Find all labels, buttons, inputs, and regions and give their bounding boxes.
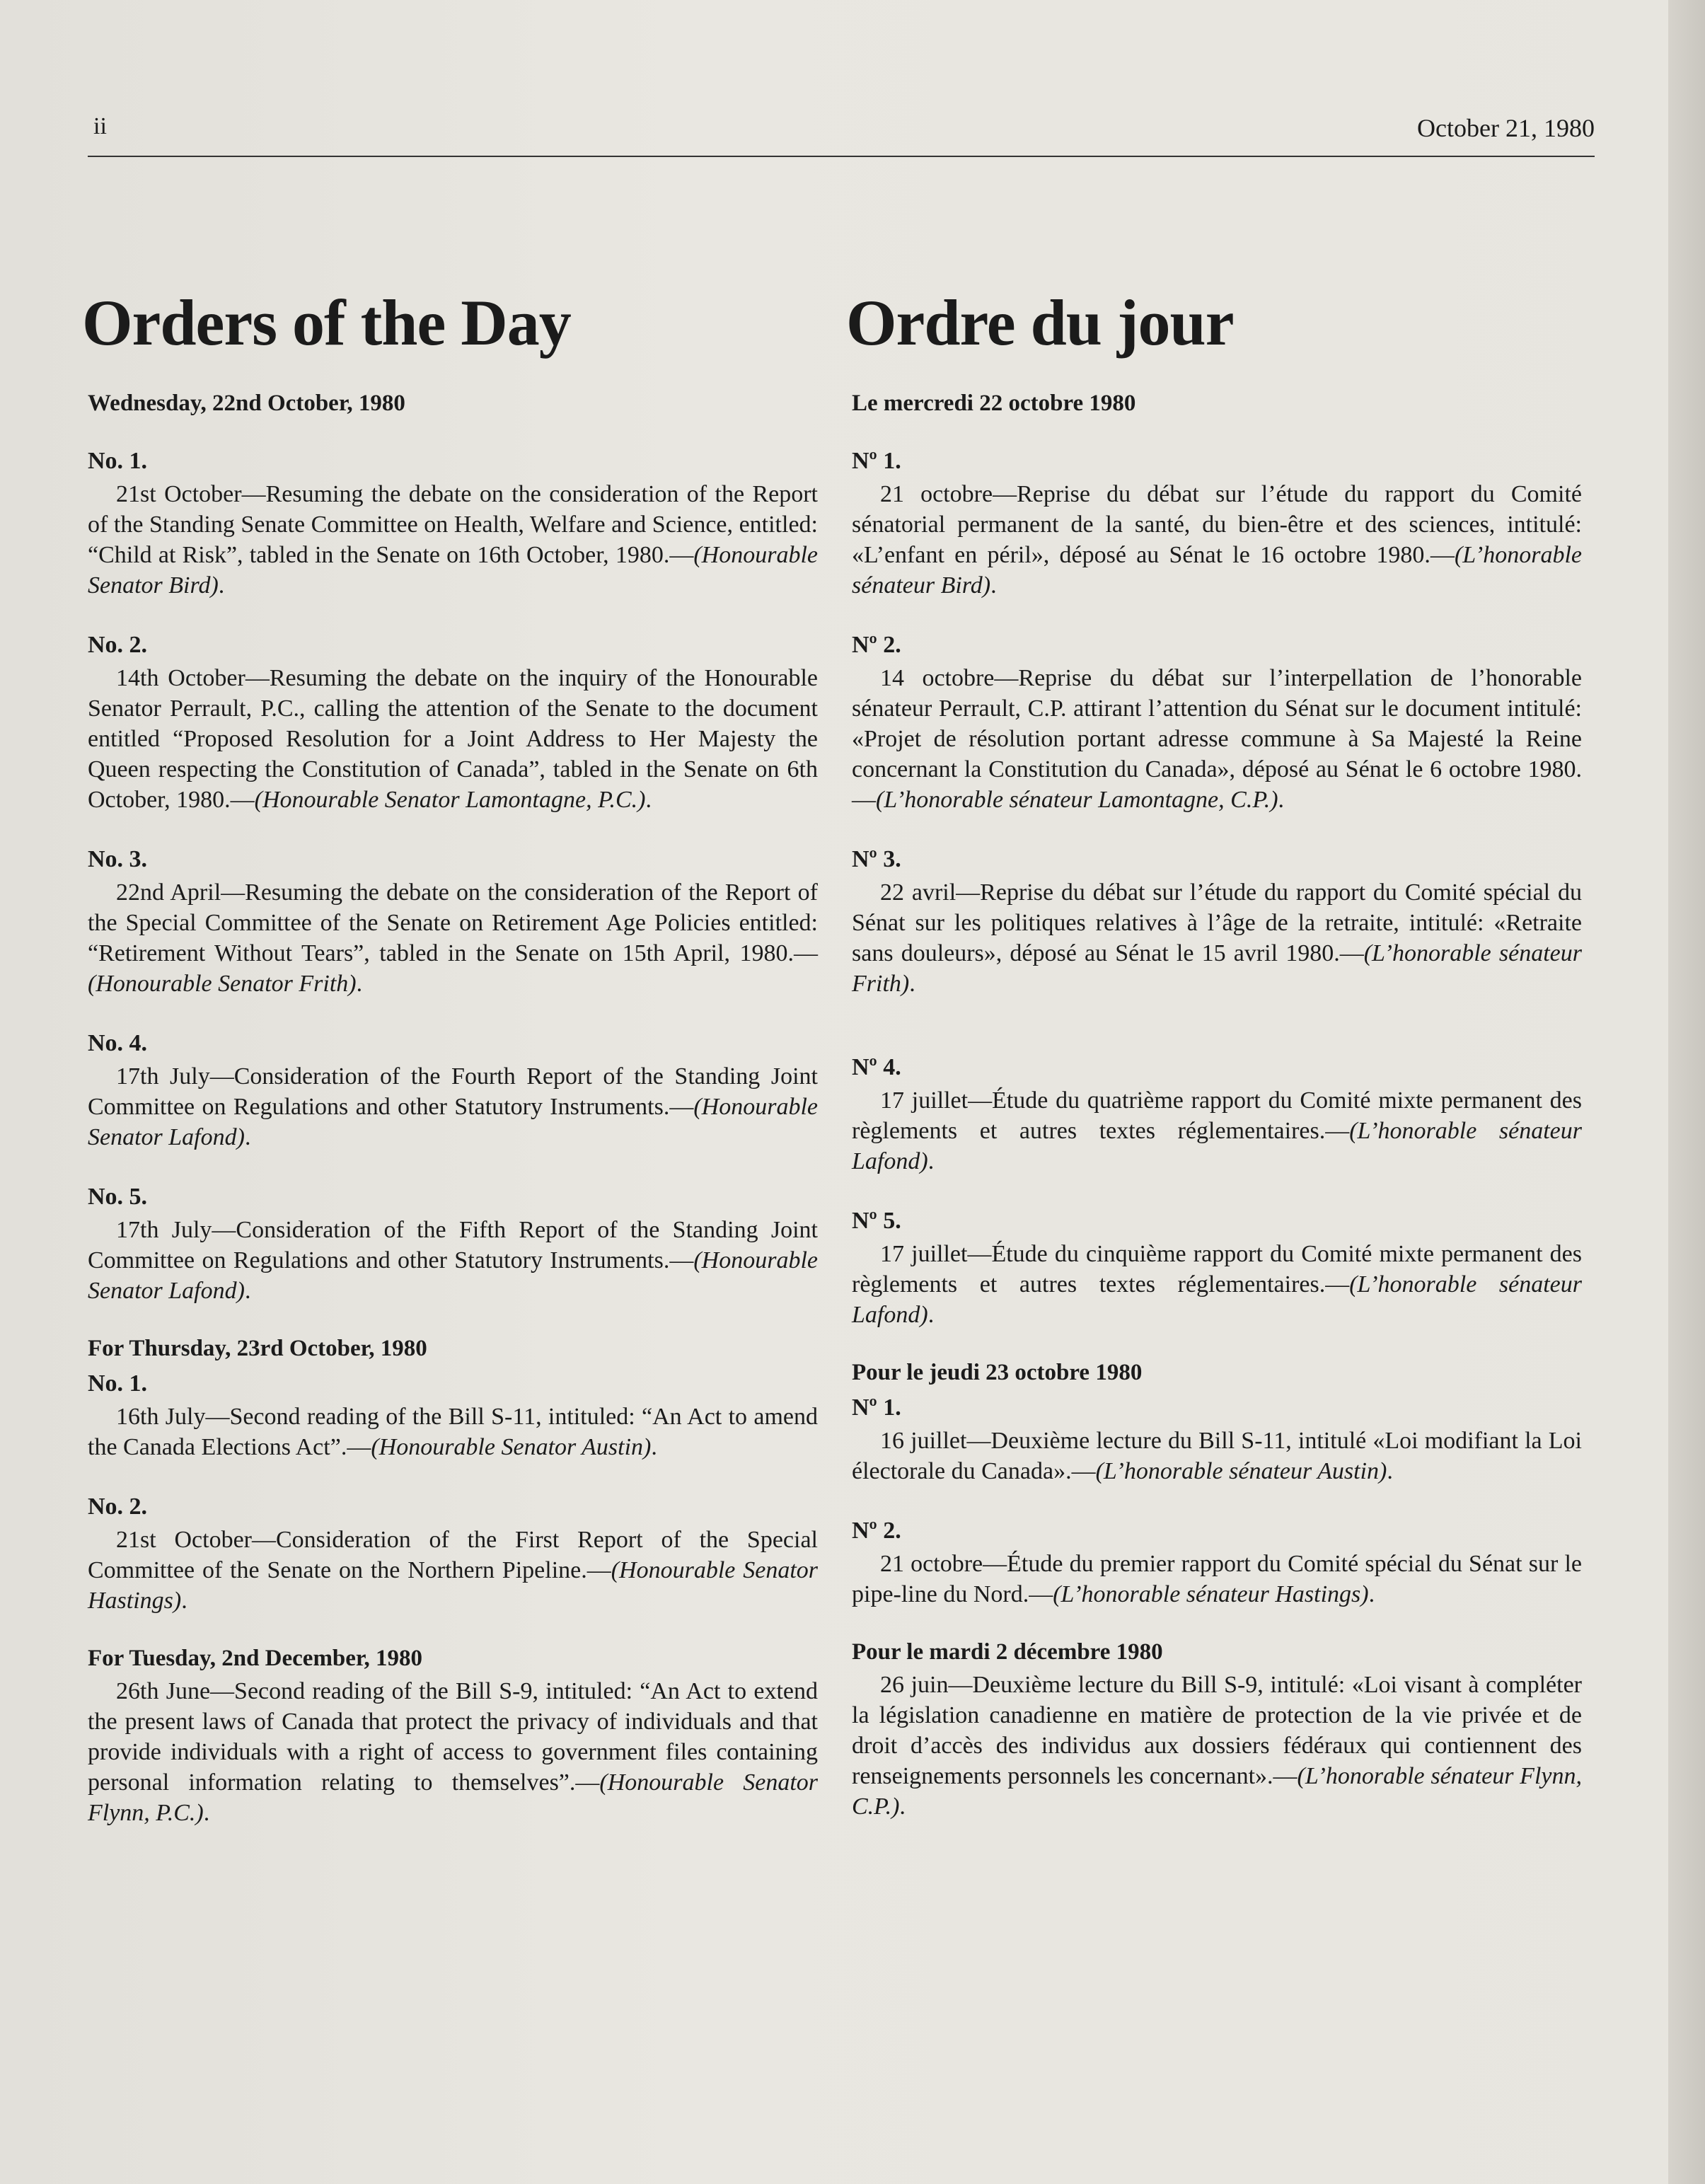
item-number: Nº 3. [852, 846, 901, 872]
french-item-5 [846, 1208, 1582, 1330]
sponsor: (Honourable Senator Austin) [371, 1434, 652, 1460]
item-number: No. 2. [88, 1493, 148, 1520]
sponsor: (Honourable Senator Bird) [88, 542, 818, 599]
english-column [82, 287, 819, 1828]
french-date: Le mercredi 22 octobre 1980 [852, 391, 1136, 416]
french-thursday-item-2 [846, 1518, 1582, 1610]
french-tuesday-item [846, 1670, 1582, 1822]
item-number: No. 3. [88, 846, 148, 872]
item-text: 26 juin—Deuxième lecture du Bill S-9, intitulé: «Loi visant à compléter la législation canadienne en matière de protection de la vie privée et de droit d’accès des individus aux dossiers fédéraux qui contiennent des renseignements personnels les concernant».—(L’honorable sénateur Flynn, C.P.). [852, 1672, 1582, 1820]
english-title: Orders of the Day [82, 287, 571, 359]
english-tuesday-heading: For Tuesday, 2nd December, 1980 [88, 1646, 423, 1671]
english-item-3 [82, 846, 818, 999]
sponsor: (Honourable Senator Flynn, P.C.) [88, 1769, 819, 1826]
sponsor: (L’honorable sénateur Lafond) [852, 1271, 1582, 1328]
french-item-1 [846, 448, 1582, 601]
item-number: Nº 2. [852, 1518, 901, 1544]
item-number: Nº 1. [852, 448, 901, 474]
item-text: 21 octobre—Étude du premier rapport du Comité spécial du Sénat sur le pipe-line du Nord.—(L’honorable sénateur Hastings). [852, 1551, 1582, 1607]
item-text: 22 avril—Reprise du débat sur l’étude du rapport du Comité spécial du Sénat sur les politiques relatives à l’âge de la retraite, intitulé: «Retraite sans douleurs», déposé au Sénat le 15 avril 1980.—(L’honorable sénateur Frith). [852, 879, 1583, 997]
item-text: 17th July—Consideration of the Fourth Report of the Standing Joint Committee on Regulations and other Statutory Instruments.—(Honourable Senator Lafond). [88, 1063, 818, 1150]
item-number: Nº 5. [852, 1208, 901, 1234]
page-header [88, 113, 1595, 157]
sponsor: (L’honorable sénateur Hastings) [1053, 1581, 1369, 1607]
english-tuesday-item [82, 1676, 818, 1828]
french-column [846, 287, 1583, 1822]
english-item-4 [82, 1030, 818, 1152]
french-tuesday-heading: Pour le mardi 2 décembre 1980 [852, 1639, 1163, 1665]
item-number: No. 1. [88, 448, 148, 474]
french-thursday-heading: Pour le jeudi 23 octobre 1980 [852, 1360, 1143, 1385]
sponsor: (L’honorable sénateur Austin) [1095, 1458, 1387, 1484]
item-text: 14th October—Resuming the debate on the inquiry of the Honourable Senator Perrault, P.C., calling the attention of the Senate to the document entitled “Proposed Resolution for a Joint Address to Her Majesty the Queen respecting the Constitution of Canada”, tabled in the Senate on 6th October, 1980.—(Honourable Senator Lamontagne, P.C.). [88, 665, 818, 813]
item-text: 16 juillet—Deuxième lecture du Bill S-11, intitulé «Loi modifiant la Loi électorale du Canada».—(L’honorable sénateur Austin). [852, 1428, 1582, 1484]
item-text: 14 octobre—Reprise du débat sur l’interpellation de l’honorable sénateur Perrault, C.P. attirant l’attention du Sénat sur le document intitulé: «Projet de résolution portant adresse commune à Sa Majesté la Reine concernant la Constitution du Canada», déposé au Sénat le 6 octobre 1980.—(L’honorable sénateur Lamontagne, C.P.). [852, 665, 1582, 813]
item-text: 17 juillet—Étude du cinquième rapport du Comité mixte permanent des règlements et autres textes réglementaires.—(L’honorable sénateur Lafond). [852, 1241, 1582, 1328]
sponsor: (L’honorable sénateur Lafond) [852, 1118, 1582, 1174]
item-text: 21st October—Consideration of the First Report of the Special Committee of the Senate on the Northern Pipeline.—(Honourable Senator Hastings). [88, 1527, 818, 1614]
item-number: No. 4. [88, 1030, 148, 1056]
item-text: 22nd April—Resuming the debate on the consideration of the Report of the Special Committee of the Senate on Retirement Age Policies entitled: “Retirement Without Tears”, tabled in the Senate on 15th April, 1980.—(Honourable Senator Frith). [88, 879, 818, 997]
french-thursday-item-1 [846, 1394, 1582, 1486]
french-item-3 [846, 846, 1582, 999]
french-item-2 [846, 632, 1582, 815]
sponsor: (L’honorable sénateur Bird) [852, 542, 1582, 599]
sponsor: (Honourable Senator Lamontagne, P.C.) [254, 787, 646, 813]
sponsor: (Honourable Senator Lafond) [88, 1247, 818, 1304]
sponsor: (L’honorable sénateur Flynn, C.P.) [852, 1763, 1582, 1820]
item-number: Nº 4. [852, 1054, 901, 1080]
english-item-1 [82, 448, 818, 601]
french-item-4 [846, 1054, 1582, 1177]
sponsor: (L’honorable sénateur Frith) [852, 940, 1583, 997]
item-number: No. 2. [88, 632, 148, 658]
english-item-2 [82, 632, 818, 815]
item-text: 17 juillet—Étude du quatrième rapport du Comité mixte permanent des règlements et autres textes réglementaires.—(L’honorable sénateur Lafond). [852, 1087, 1582, 1174]
item-text: 16th July—Second reading of the Bill S-11, intituled: “An Act to amend the Canada Elections Act”.—(Honourable Senator Austin). [88, 1404, 818, 1460]
sponsor: (L’honorable sénateur Lamontagne, C.P.) [876, 787, 1278, 813]
page-number: ii [93, 113, 107, 139]
page-edge [1668, 0, 1705, 2184]
english-thursday-item-2 [82, 1493, 818, 1616]
item-number: No. 5. [88, 1184, 148, 1210]
french-title: Ordre du jour [846, 287, 1234, 359]
header-date: October 21, 1980 [1417, 114, 1595, 142]
sponsor: (Honourable Senator Frith) [88, 971, 357, 997]
english-thursday-item-1 [82, 1370, 818, 1462]
english-item-5 [82, 1184, 818, 1306]
item-number: No. 1. [88, 1370, 148, 1397]
item-text: 21 octobre—Reprise du débat sur l’étude du rapport du Comité sénatorial permanent de la santé, du bien-être et des sciences, intitulé: «L’enfant en péril», déposé au Sénat le 16 octobre 1980.—(L’honorable sénateur Bird). [852, 481, 1582, 599]
sponsor: (Honourable Senator Lafond) [88, 1094, 818, 1150]
english-date: Wednesday, 22nd October, 1980 [88, 391, 405, 416]
sponsor: (Honourable Senator Hastings) [88, 1557, 818, 1614]
item-number: Nº 1. [852, 1394, 901, 1421]
item-text: 17th July—Consideration of the Fifth Report of the Standing Joint Committee on Regulations and other Statutory Instruments.—(Honourable Senator Lafond). [88, 1217, 818, 1304]
item-number: Nº 2. [852, 632, 901, 658]
item-text: 21st October—Resuming the debate on the consideration of the Report of the Standing Senate Committee on Health, Welfare and Science, entitled: “Child at Risk”, tabled in the Senate on 16th October, 1980.—(Honourable Senator Bird). [88, 481, 818, 599]
item-text: 26th June—Second reading of the Bill S-9, intituled: “An Act to extend the present laws of Canada that protect the privacy of individuals and that provide individuals with a right of access to government files containing personal information relating to themselves”.—(Honourable Senator Flynn, P.C.). [88, 1678, 819, 1826]
english-thursday-heading: For Thursday, 23rd October, 1980 [88, 1336, 427, 1361]
